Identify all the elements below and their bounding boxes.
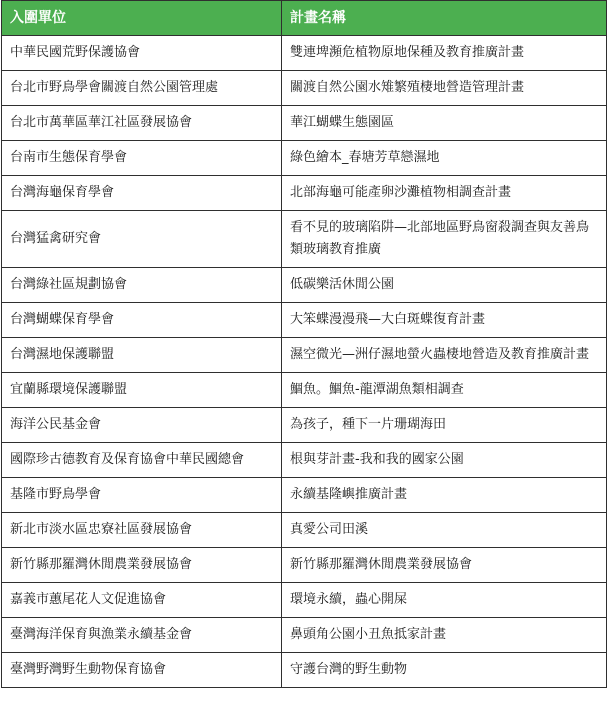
table-row: [2, 211, 607, 268]
unit-cell: 中華民國荒野保護協會: [2, 36, 282, 71]
project-cell: 環境永續，蟲心開屎: [282, 583, 607, 618]
project-cell: 綠色繪本_春塘芳草戀濕地: [282, 141, 607, 176]
project-cell: 關渡自然公園水雉繁殖棲地營造管理計畫: [282, 71, 607, 106]
project-cell: 北部海龜可能產卵沙灘植物相調查計畫: [282, 176, 607, 211]
project-cell: 根與芽計畫-我和我的國家公園: [282, 443, 607, 478]
unit-cell: 台灣濕地保護聯盟: [2, 338, 282, 373]
unit-cell: 台灣猛禽研究會: [2, 211, 282, 268]
award-table: [1, 0, 607, 688]
unit-cell: 宜蘭縣環境保護聯盟: [2, 373, 282, 408]
unit-cell: 臺灣海洋保育與漁業永續基金會: [2, 618, 282, 653]
table-row: [2, 36, 607, 71]
project-cell: 濕空微光—洲仔濕地螢火蟲棲地營造及教育推廣計畫: [282, 338, 607, 373]
unit-cell: 基隆市野鳥學會: [2, 478, 282, 513]
table-row: [2, 338, 607, 373]
project-cell: 真愛公司田溪: [282, 513, 607, 548]
table-row: [2, 176, 607, 211]
table-row: [2, 408, 607, 443]
table-row: [2, 513, 607, 548]
unit-cell: 台灣蝴蝶保育學會: [2, 303, 282, 338]
project-cell: 為孩子，種下一片珊瑚海田: [282, 408, 607, 443]
table-row: [2, 478, 607, 513]
unit-cell: 國際珍古德教育及保育協會中華民國總會: [2, 443, 282, 478]
project-cell: 新竹縣那羅灣休閒農業發展協會: [282, 548, 607, 583]
project-cell: 大笨蝶漫漫飛—大白斑蝶復育計畫: [282, 303, 607, 338]
header-unit: 入圍單位: [2, 1, 282, 36]
table-row: [2, 268, 607, 303]
project-cell: 永續基隆嶼推廣計畫: [282, 478, 607, 513]
unit-cell: 台北市野鳥學會關渡自然公園管理處: [2, 71, 282, 106]
project-cell: 守護台灣的野生動物: [282, 653, 607, 688]
project-cell: 華江蝴蝶生態園區: [282, 106, 607, 141]
header-project: 計畫名稱: [282, 1, 607, 36]
project-cell: 低碳樂活休閒公園: [282, 268, 607, 303]
table-header-row: [2, 1, 607, 36]
table-row: [2, 71, 607, 106]
table-row: [2, 653, 607, 688]
unit-cell: 新北市淡水區忠寮社區發展協會: [2, 513, 282, 548]
project-cell: 鼻頭角公園小丑魚抵家計畫: [282, 618, 607, 653]
table-row: [2, 373, 607, 408]
table-row: [2, 618, 607, 653]
project-cell: 雙連埤瀕危植物原地保種及教育推廣計畫: [282, 36, 607, 71]
unit-cell: 嘉義市蕙尾花人文促進協會: [2, 583, 282, 618]
unit-cell: 台南市生態保育學會: [2, 141, 282, 176]
table-row: [2, 141, 607, 176]
table-row: [2, 303, 607, 338]
table-row: [2, 548, 607, 583]
unit-cell: 海洋公民基金會: [2, 408, 282, 443]
unit-cell: 台灣綠社區規劃協會: [2, 268, 282, 303]
project-cell: 看不見的玻璃陷阱—北部地區野鳥窗殺調查與友善鳥類玻璃教育推廣: [282, 211, 607, 268]
table-row: [2, 443, 607, 478]
unit-cell: 新竹縣那羅灣休閒農業發展協會: [2, 548, 282, 583]
unit-cell: 臺灣野灣野生動物保育協會: [2, 653, 282, 688]
table-row: [2, 106, 607, 141]
table-row: [2, 583, 607, 618]
unit-cell: 台灣海龜保育學會: [2, 176, 282, 211]
unit-cell: 台北市萬華區華江社區發展協會: [2, 106, 282, 141]
project-cell: 鯝魚。鯝魚-龍潭湖魚類相調查: [282, 373, 607, 408]
